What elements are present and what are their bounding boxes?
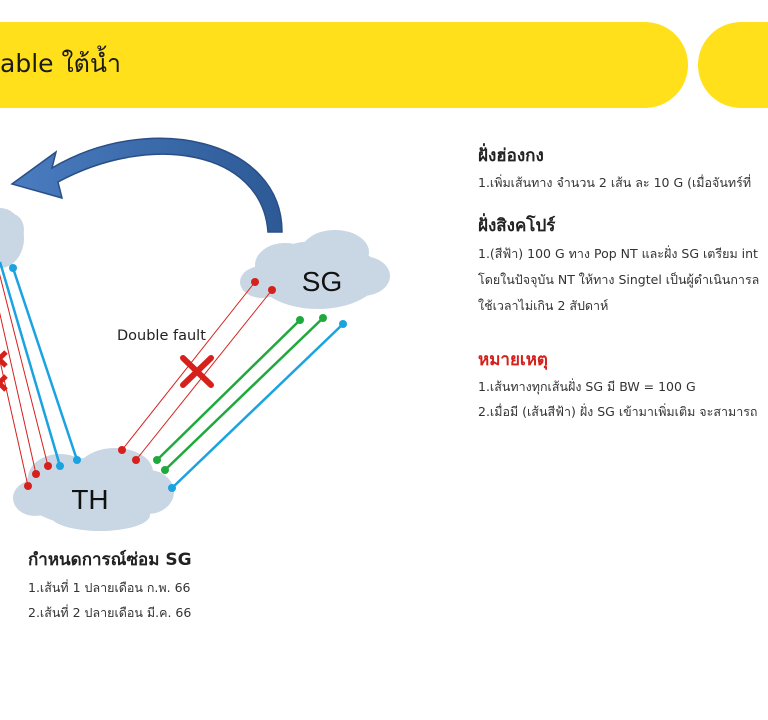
schedule-item-1: 1.เส้นที่ 1 ปลายเดือน ก.พ. 66 [28,580,191,595]
remark-line-2: 2.เมื่อมี (เส้นสีฟ้า) ฝั่ง SG เข้ามาเพิ่มเติม จะสามารถ [478,404,758,419]
fault-label: Double fault [117,328,206,344]
remark-heading: หมายเหตุ [478,350,548,370]
node-sg-label: SG [301,266,343,297]
node-th-label: TH [71,484,109,515]
hk-heading: ฝั่งฮ่องกง [478,146,544,166]
hk-text: 1.เพิ่มเส้นทาง จำนวน 2 เส้น ละ 10 G (เมื่อจันทร์ที่ [478,175,752,190]
sgp-line-3: ใช้เวลาไม่เกิน 2 สัปดาห์ [478,298,609,313]
sgp-line-1: 1.(สีฟ้า) 100 G ทาง Pop NT และฝั่ง SG เตรียม int [478,246,758,261]
hk-links [0,262,77,486]
sgp-line-2: โดยในปัจจุบัน NT ให้ทาง Singtel เป็นผู้ดำเนินการล [478,272,760,287]
schedule-heading: กำหนดการณ์ซ่อม SG [28,550,192,570]
page-title: able ใต้น้ำ [0,49,122,78]
reroute-arrow [12,138,282,232]
cloud-hk [0,208,24,268]
schedule-item-2: 2.เส้นที่ 2 ปลายเดือน มี.ค. 66 [28,605,192,620]
remark-line-1: 1.เส้นทางทุกเส้นฝั่ง SG มี BW = 100 G [478,379,696,394]
sgp-heading: ฝั่งสิงคโปร์ [478,216,556,236]
